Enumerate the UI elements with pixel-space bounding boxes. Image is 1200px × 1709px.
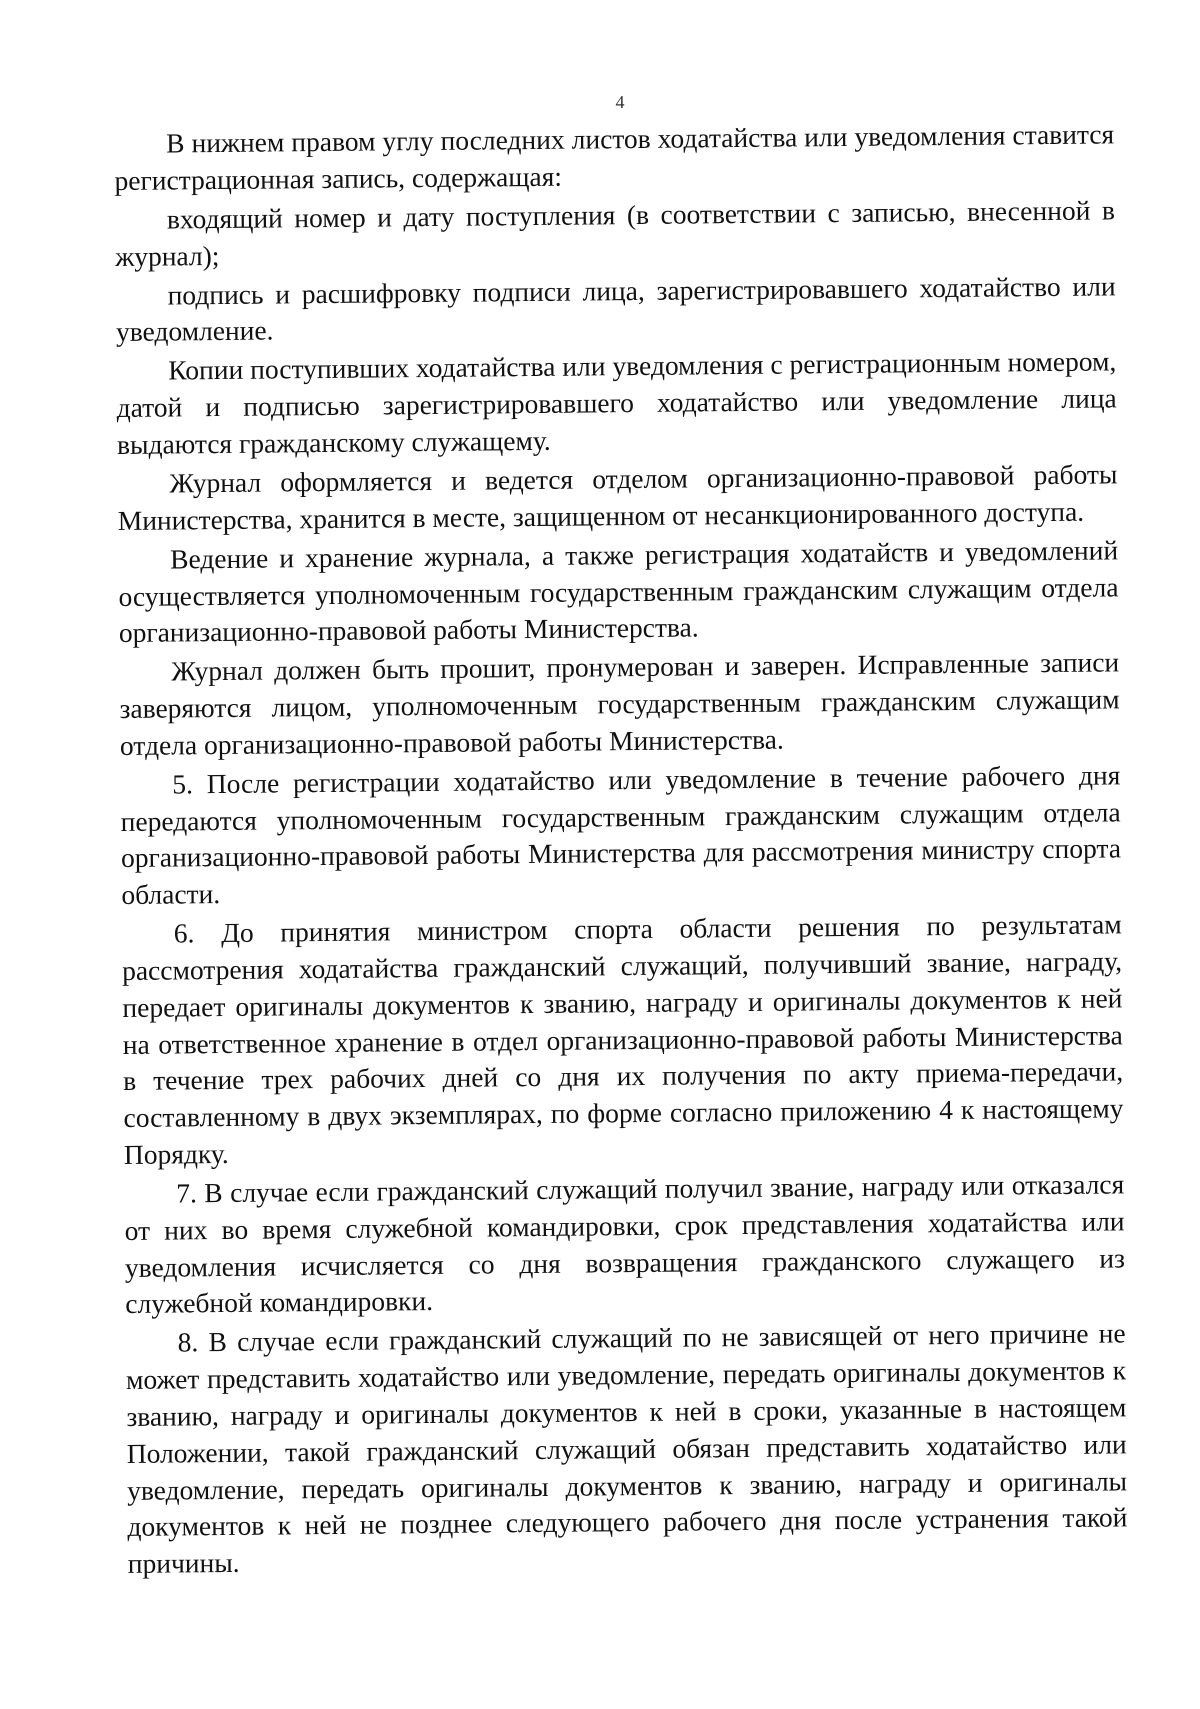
paragraph-item-7: 7. В случае если гражданский служащий получил звание, награду или отказался от них во время служебной командировки, срок представления ходатайства или уведомления исчисляется со дня возвращения гражданского служащего из служебной командировки.: [124, 1168, 1126, 1320]
page-number: 4: [615, 92, 625, 112]
paragraph-journal-keeping: Ведение и хранение журнала, а также регистрация ходатайств и уведомлений осуществляется уполномоченным государственным гражданским служащим отдела организационно-правовой работы Министерства.: [118, 534, 1119, 649]
paragraph-registration-record: В нижнем правом углу последних листов ходатайства или уведомления ставится регистрационная запись, содержащая:: [114, 118, 1115, 196]
paragraph-item-6: 6. До принятия министром спорта области решения по результатам рассмотрения ходатайства гражданский служащий, получивший звание, награду, передает оригиналы документов к званию, награду и оригиналы документов к ней на ответственное хранение в отдел организационно-правовой работы Министерства в течение трех рабочих дней со дня их получения по акту приема-передачи, составленному в двух экземплярах, по форме согласно приложению 4 к настоящему Порядку.: [121, 908, 1124, 1170]
paragraph-journal-maintained: Журнал оформляется и ведется отделом организационно-правовой работы Министерства, хранится в месте, защищенном от несанкционированного доступа.: [117, 458, 1118, 536]
paragraph-copies: Копии поступивших ходатайства или уведомления с регистрационным номером, датой и подписью зарегистрировавшего ходатайство или уведомление лица выдаются гражданскому служащему.: [116, 345, 1117, 460]
paragraph-item-5: 5. После регистрации ходатайство или уведомление в течение рабочего дня передаются уполномоченным государственным гражданским служащим отдела организационно-правовой работы Министерства для рассмотрения министру спорта области.: [120, 759, 1122, 911]
paragraph-item-8: 8. В случае если гражданский служащий по не зависящей от него причине не может представить ходатайство или уведомление, передать оригиналы документов к званию, награду и оригиналы документов к ней в сроки, указанные в настоящем Положении, такой гражданский служащий обязан представить ходатайство или уведомление, передать оригиналы документов к званию, награду и оригиналы документов к ней не позднее следующего рабочего дня после устранения такой причины.: [125, 1317, 1128, 1580]
paragraph-journal-stitched: Журнал должен быть прошит, пронумерован и заверен. Исправленные записи заверяются лицом, уполномоченным государственным гражданским служащим отдела организационно-правовой работы Министерства.: [119, 646, 1120, 761]
paragraph-incoming-number: входящий номер и дату поступления (в соответствии с записью, внесенной в журнал);: [115, 194, 1115, 272]
document-body: [114, 116, 1128, 1585]
paragraph-signature: подпись и расшифровку подписи лица, зарегистрировавшего ходатайство или уведомление.: [115, 269, 1116, 348]
